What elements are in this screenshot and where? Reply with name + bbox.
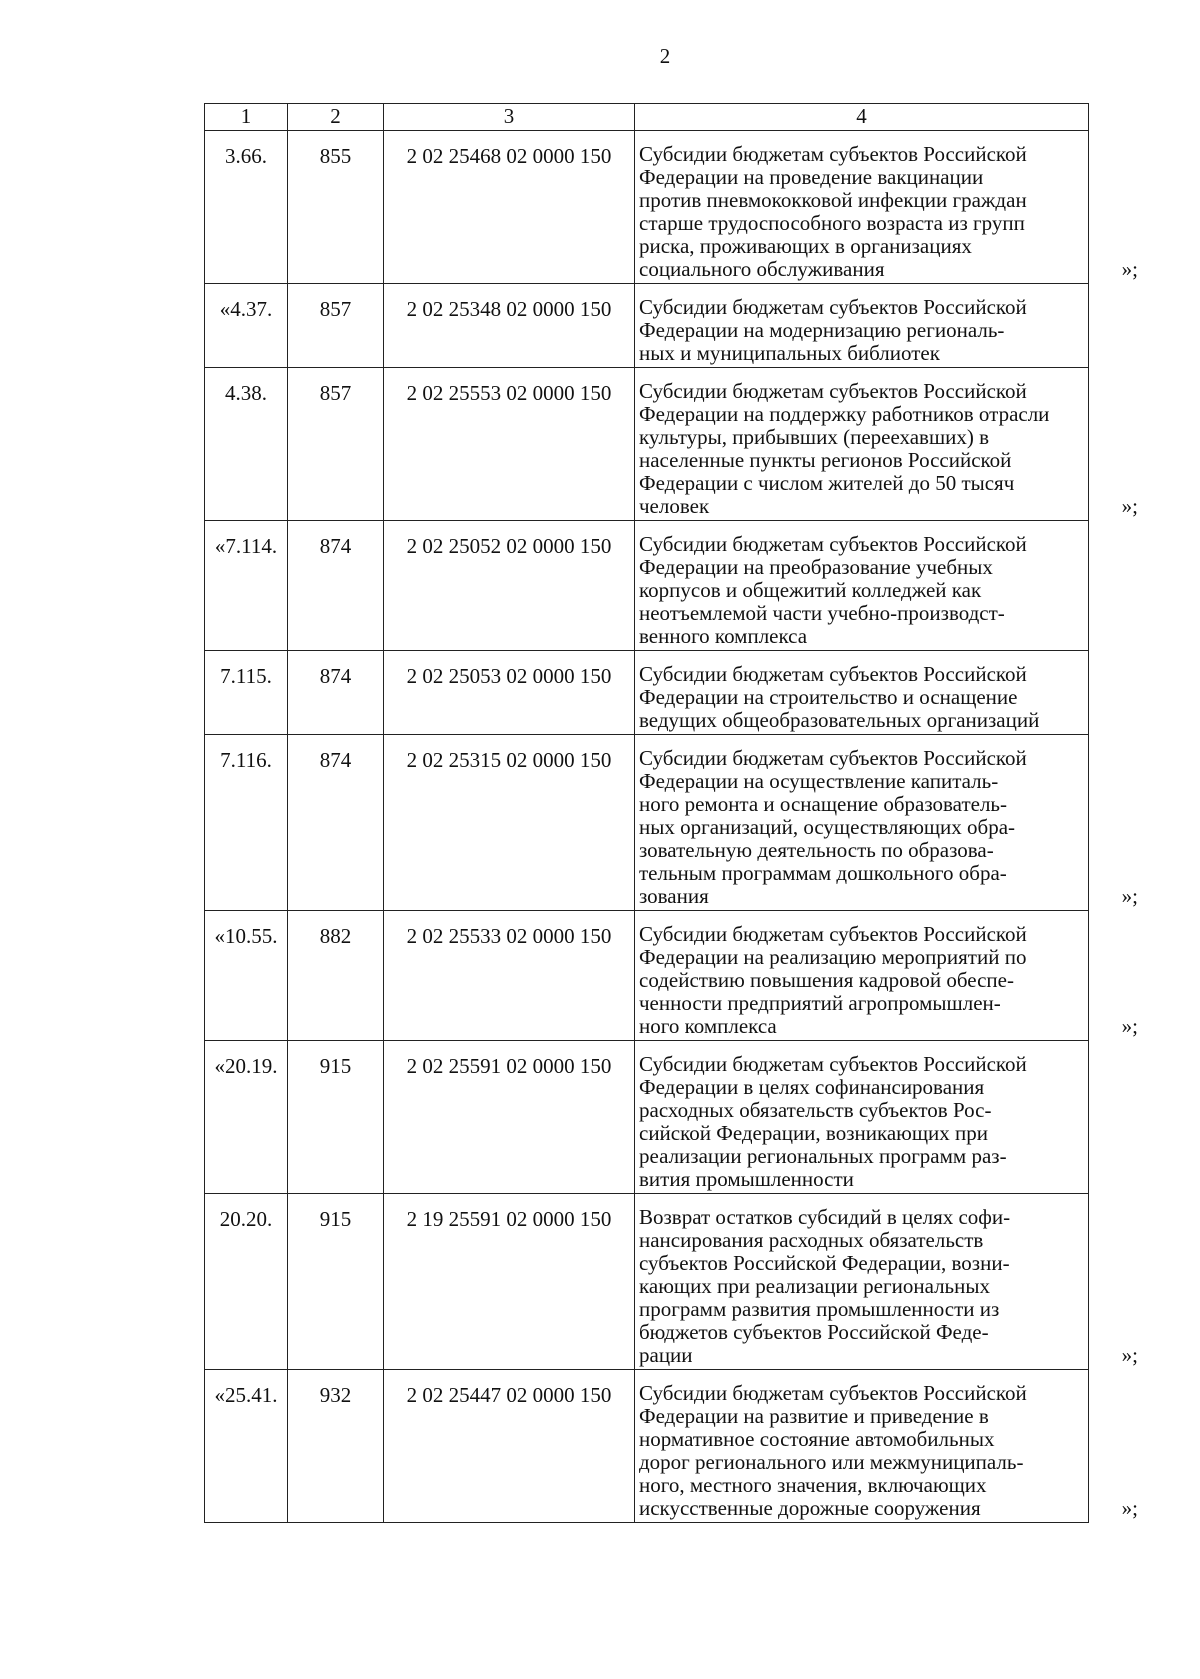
administrator-code-cell: 882 bbox=[288, 911, 384, 1041]
description-line: бюджетов субъектов Российской Феде- bbox=[639, 1320, 989, 1344]
closing-quote-mark: »; bbox=[1121, 494, 1138, 518]
description-line: венного комплекса bbox=[639, 624, 808, 648]
description-line: неотъемлемой части учебно-производст- bbox=[639, 601, 1005, 625]
income-description-cell bbox=[635, 1194, 1138, 1370]
description-line: против пневмококковой инфекции граждан bbox=[639, 188, 1027, 212]
budget-classification-code-cell: 2 02 25052 02 0000 150 bbox=[384, 521, 635, 651]
description-line: Субсидии бюджетам субъектов Российской bbox=[639, 1381, 1027, 1405]
description-line: ченности предприятий агропромышлен- bbox=[639, 991, 1001, 1015]
description-line: Федерации на поддержку работников отрасли bbox=[639, 402, 1050, 426]
description-line: ного ремонта и оснащение образователь- bbox=[639, 792, 1008, 816]
table-row bbox=[205, 1370, 1089, 1523]
budget-classification-code-cell: 2 02 25053 02 0000 150 bbox=[384, 651, 635, 735]
administrator-code-cell: 874 bbox=[288, 521, 384, 651]
description-line: Федерации на осуществление капиталь- bbox=[639, 769, 999, 793]
description-line: Субсидии бюджетам субъектов Российской bbox=[639, 1052, 1027, 1076]
table-row bbox=[205, 735, 1089, 911]
description-line: корпусов и общежитий колледжей как bbox=[639, 578, 982, 602]
description-line: ных организаций, осуществляющих обра- bbox=[639, 815, 1016, 839]
item-number-cell: 4.38. bbox=[205, 368, 288, 521]
income-description-cell bbox=[635, 1370, 1138, 1523]
description-line: дорог регионального или межмуниципаль- bbox=[639, 1450, 1024, 1474]
budget-classification-code-cell: 2 02 25447 02 0000 150 bbox=[384, 1370, 635, 1523]
description-line: Субсидии бюджетам субъектов Российской bbox=[639, 922, 1027, 946]
budget-classification-code-cell: 2 02 25591 02 0000 150 bbox=[384, 1041, 635, 1194]
description-line: реализации региональных программ раз- bbox=[639, 1144, 1007, 1168]
description-line: ного комплекса bbox=[639, 1014, 777, 1038]
item-number-cell: «10.55. bbox=[205, 911, 288, 1041]
item-number-cell: 20.20. bbox=[205, 1194, 288, 1370]
table-row bbox=[205, 368, 1089, 521]
administrator-code-cell: 874 bbox=[288, 735, 384, 911]
income-description-cell bbox=[635, 651, 1089, 735]
closing-quote-mark: »; bbox=[1121, 1496, 1138, 1520]
description-line: искусственные дорожные сооружения bbox=[639, 1496, 981, 1520]
description-line: человек bbox=[639, 494, 710, 518]
description-line: содействию повышения кадровой обеспе- bbox=[639, 968, 1014, 992]
description-line: зования bbox=[639, 884, 709, 908]
closing-quote-mark: »; bbox=[1121, 1343, 1138, 1367]
budget-classification-code-cell: 2 02 25468 02 0000 150 bbox=[384, 131, 635, 284]
description-line: программ развития промышленности из bbox=[639, 1297, 1000, 1321]
budget-code-table bbox=[204, 103, 1138, 1523]
table-row bbox=[205, 521, 1089, 651]
description-line: рации bbox=[639, 1343, 693, 1367]
item-number-cell: «4.37. bbox=[205, 284, 288, 368]
description-line: сийской Федерации, возникающих при bbox=[639, 1121, 988, 1145]
column-header: 2 bbox=[288, 104, 384, 131]
table-row bbox=[205, 1194, 1089, 1370]
description-line: субъектов Российской Федерации, возни- bbox=[639, 1251, 1010, 1275]
description-line: Субсидии бюджетам субъектов Российской bbox=[639, 662, 1027, 686]
budget-classification-code-cell: 2 02 25315 02 0000 150 bbox=[384, 735, 635, 911]
description-line: социального обслуживания bbox=[639, 257, 885, 281]
closing-quote-mark: »; bbox=[1121, 1014, 1138, 1038]
table-row bbox=[205, 284, 1089, 368]
description-line: расходных обязательств субъектов Рос- bbox=[639, 1098, 992, 1122]
budget-classification-code-cell: 2 19 25591 02 0000 150 bbox=[384, 1194, 635, 1370]
table-row bbox=[205, 131, 1089, 284]
column-header: 1 bbox=[205, 104, 288, 131]
description-line: Федерации на модернизацию региональ- bbox=[639, 318, 1005, 342]
description-line: Субсидии бюджетам субъектов Российской bbox=[639, 142, 1027, 166]
administrator-code-cell: 855 bbox=[288, 131, 384, 284]
item-number-cell: 7.116. bbox=[205, 735, 288, 911]
page-number: 2 bbox=[659, 44, 671, 68]
income-description-cell bbox=[635, 911, 1138, 1041]
administrator-code-cell: 915 bbox=[288, 1194, 384, 1370]
income-description-cell bbox=[635, 521, 1089, 651]
description-line: Федерации на развитие и приведение в bbox=[639, 1404, 989, 1428]
administrator-code-cell: 874 bbox=[288, 651, 384, 735]
description-line: Субсидии бюджетам субъектов Российской bbox=[639, 379, 1027, 403]
column-header: 4 bbox=[635, 104, 1089, 131]
description-line: ных и муниципальных библиотек bbox=[639, 341, 940, 365]
description-line: Федерации с числом жителей до 50 тысяч bbox=[639, 471, 1015, 495]
table-row bbox=[205, 651, 1089, 735]
description-line: Возврат остатков субсидий в целях софи- bbox=[639, 1205, 1011, 1229]
description-line: ведущих общеобразовательных организаций bbox=[639, 708, 1040, 732]
description-line: Федерации на преобразование учебных bbox=[639, 555, 993, 579]
description-line: Федерации на проведение вакцинации bbox=[639, 165, 984, 189]
item-number-cell: «20.19. bbox=[205, 1041, 288, 1194]
description-line: нансирования расходных обязательств bbox=[639, 1228, 984, 1252]
table-header-row bbox=[205, 104, 1089, 131]
description-line: культуры, прибывших (переехавших) в bbox=[639, 425, 990, 449]
description-line: тельным программам дошкольного обра- bbox=[639, 861, 1007, 885]
administrator-code-cell: 915 bbox=[288, 1041, 384, 1194]
description-line: зовательную деятельность по образова- bbox=[639, 838, 994, 862]
description-line: риска, проживающих в организациях bbox=[639, 234, 972, 258]
description-line: кающих при реализации региональных bbox=[639, 1274, 990, 1298]
administrator-code-cell: 857 bbox=[288, 284, 384, 368]
income-description-cell bbox=[635, 131, 1138, 284]
closing-quote-mark: »; bbox=[1121, 257, 1138, 281]
description-line: населенные пункты регионов Российской bbox=[639, 448, 1012, 472]
item-number-cell: 3.66. bbox=[205, 131, 288, 284]
income-description-cell bbox=[635, 735, 1138, 911]
item-number-cell: 7.115. bbox=[205, 651, 288, 735]
description-line: вития промышленности bbox=[639, 1167, 854, 1191]
description-line: Федерации в целях софинансирования bbox=[639, 1075, 985, 1099]
description-line: ного, местного значения, включающих bbox=[639, 1473, 987, 1497]
item-number-cell: «25.41. bbox=[205, 1370, 288, 1523]
column-header: 3 bbox=[384, 104, 635, 131]
income-description-cell bbox=[635, 284, 1089, 368]
table-body bbox=[205, 131, 1138, 1523]
administrator-code-cell: 932 bbox=[288, 1370, 384, 1523]
description-line: старше трудоспособного возраста из групп bbox=[639, 211, 1025, 235]
income-description-cell bbox=[635, 368, 1138, 521]
description-line: Субсидии бюджетам субъектов Российской bbox=[639, 532, 1027, 556]
income-description-cell bbox=[635, 1041, 1089, 1194]
description-line: нормативное состояние автомобильных bbox=[639, 1427, 995, 1451]
budget-classification-code-cell: 2 02 25348 02 0000 150 bbox=[384, 284, 635, 368]
closing-quote-mark: »; bbox=[1121, 884, 1138, 908]
description-line: Субсидии бюджетам субъектов Российской bbox=[639, 295, 1027, 319]
table-row bbox=[205, 911, 1089, 1041]
budget-classification-code-cell: 2 02 25533 02 0000 150 bbox=[384, 911, 635, 1041]
description-line: Субсидии бюджетам субъектов Российской bbox=[639, 746, 1027, 770]
description-line: Федерации на строительство и оснащение bbox=[639, 685, 1018, 709]
table-row bbox=[205, 1041, 1089, 1194]
administrator-code-cell: 857 bbox=[288, 368, 384, 521]
description-line: Федерации на реализацию мероприятий по bbox=[639, 945, 1027, 969]
item-number-cell: «7.114. bbox=[205, 521, 288, 651]
budget-classification-code-cell: 2 02 25553 02 0000 150 bbox=[384, 368, 635, 521]
